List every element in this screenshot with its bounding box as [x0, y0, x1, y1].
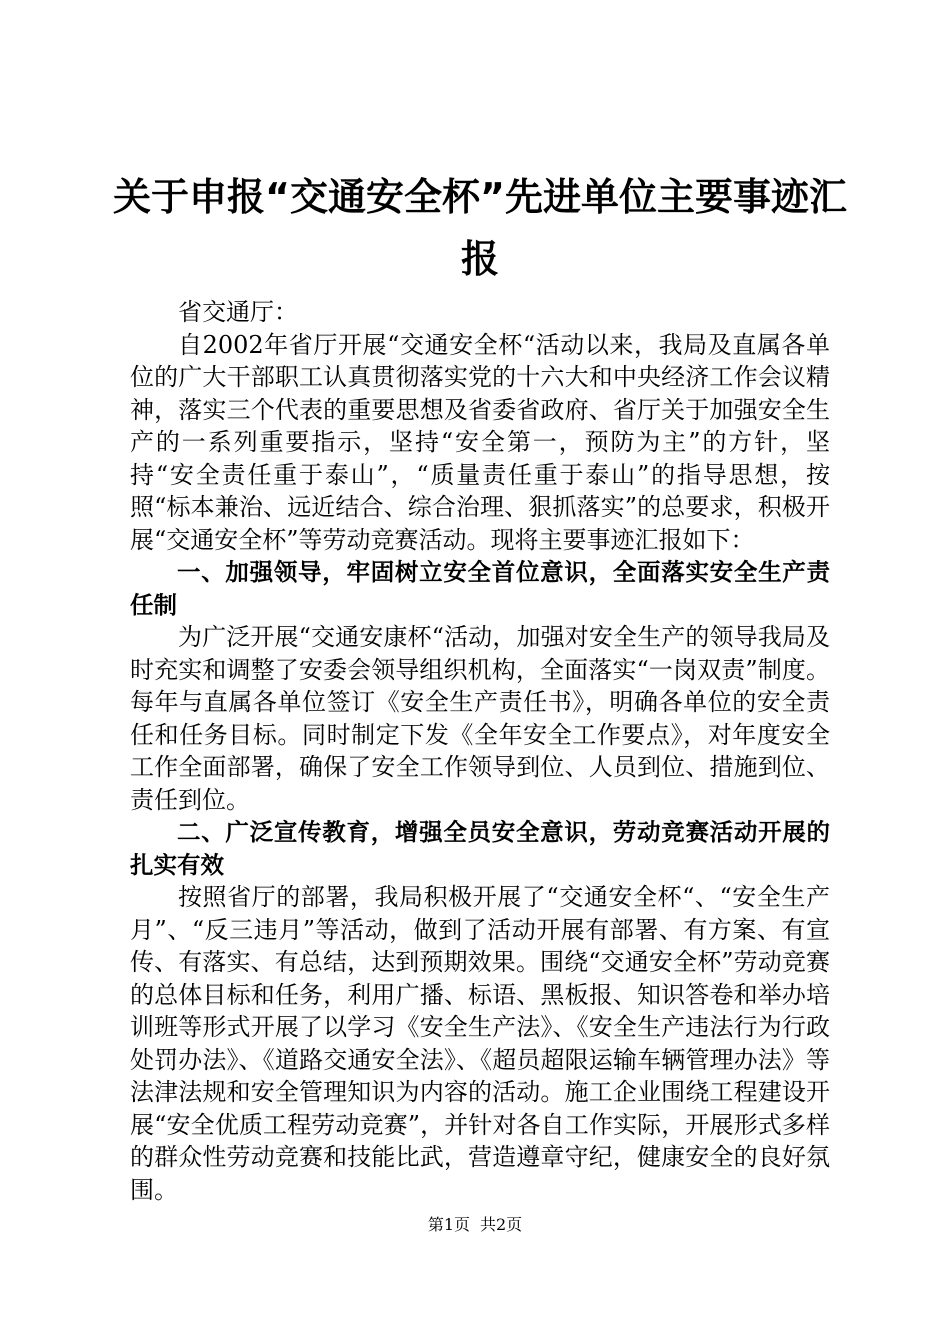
page-number-total: 共2页: [480, 1215, 523, 1234]
page-footer: [0, 1213, 950, 1237]
section-paragraph-2: 按照省厅的部署，我局积极开展了“交通安全杯“、“安全生产月”、“反三违月”等活动，做到了活动开展有部署、有方案、有宣传、有落实、有总结，达到预期效果。围绕“交通安全杯”劳动竞赛的总体目标和任务，利用广播、标语、黑板报、知识答卷和举办培训班等形式开展了以学习《安全生产法》、《安全生产违法行为行政处罚办法》、《道路交通安全法》、《超员超限运输车辆管理办法》等法津法规和安全管理知识为内容的活动。施工企业围绕工程建设开展“安全优质工程劳动竞赛”，并针对各自工作实际，开展形式多样的群众性劳动竞赛和技能比武，营造遵章守纪，健康安全的良好氛围。: [130, 883, 830, 1204]
section-paragraph-1: 为广泛开展“交通安康杯“活动，加强对安全生产的领导我局及时充实和调整了安委会领导组织机构，全面落实“一岗双责”制度。每年与直属各单位签订《安全生产责任书》，明确各单位的安全责任和任务目标。同时制定下发《全年安全工作要点》，对年度安全工作全面部署，确保了安全工作领导到位、人员到位、措施到位、责任到位。: [130, 623, 830, 814]
document-title: 关于申报“交通安全杯”先进单位主要事迹汇报: [113, 175, 847, 281]
section-heading-1: 一、加强领导，牢固树立安全首位意识，全面落实安全生产责任制: [130, 558, 830, 619]
salutation: 省交通厅：: [178, 298, 298, 326]
section-heading-2: 二、广泛宣传教育，增强全员安全意识，劳动竞赛活动开展的扎实有效: [130, 818, 830, 879]
intro-paragraph: 自2002年省厅开展“交通安全杯“活动以来，我局及直属各单位的广大干部职工认真贯彻落实党的十六大和中央经济工作会议精神，落实三个代表的重要思想及省委省政府、省厅关于加强安全生产的一系列重要指示，坚持“安全第一，预防为主”的方针，坚持“安全责任重于泰山”，“质量责任重于泰山”的指导思想，按照“标本兼治、远近结合、综合治理、狠抓落实”的总要求，积极开展“交通安全杯”等劳动竞赛活动。现将主要事迹汇报如下：: [130, 330, 830, 554]
document-body: [130, 296, 830, 1206]
page-number-current: 第1页: [427, 1215, 470, 1234]
